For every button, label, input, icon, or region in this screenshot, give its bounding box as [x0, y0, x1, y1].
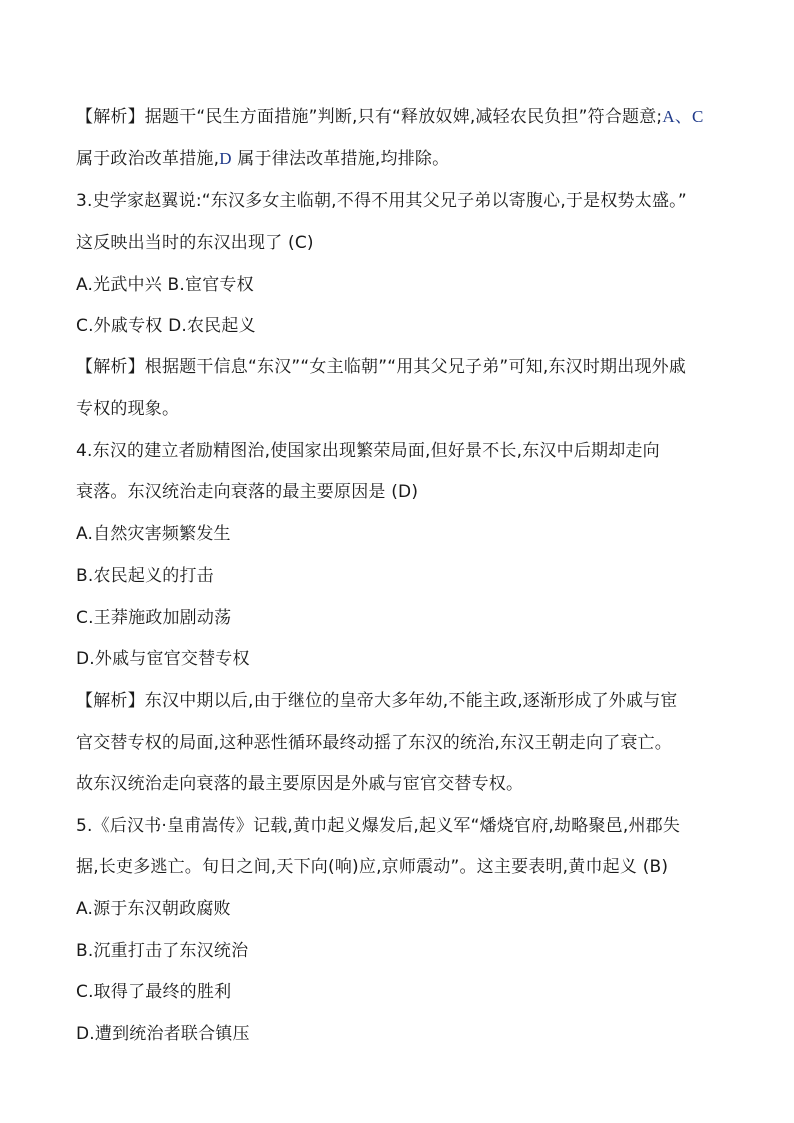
question-5-line-2: 据,长吏多逃亡。旬日之间,天下向(响)应,京师震动”。这主要表明,黄巾起义 (B)	[76, 857, 669, 877]
question-5-option-b: B.沉重打击了东汉统治	[76, 941, 249, 961]
question-4-option-c: C.王莽施政加剧动荡	[76, 608, 232, 628]
options-ac: A、C	[662, 107, 704, 126]
question-3-line-2: 这反映出当时的东汉出现了 (C)	[76, 233, 314, 253]
analysis-4-line-3: 故东汉统治走向衰落的最主要原因是外戚与宦官交替专权。	[76, 774, 524, 794]
question-4-line-1: 4.东汉的建立者励精图治,使国家出现繁荣局面,但好景不长,东汉中后期却走向	[76, 441, 660, 461]
question-3-options-cd: C.外戚专权 D.农民起义	[76, 316, 256, 336]
option-d: D	[219, 149, 232, 168]
question-3-line-1: 3.史学家赵翼说:“东汉多女主临朝,不得不用其父兄子弟以寄腹心,于是权势太盛。”	[76, 191, 687, 211]
question-5-option-d: D.遭到统治者联合镇压	[76, 1024, 250, 1044]
analysis-2-text-2: 属于政治改革措施,	[76, 149, 220, 169]
analysis-2-text-3: 属于律法改革措施,均排除。	[231, 149, 450, 169]
question-4-option-a: A.自然灾害频繁发生	[76, 524, 231, 544]
analysis-4-line-1: 【解析】东汉中期以后,由于继位的皇帝大多年幼,不能主政,逐渐形成了外戚与宦	[76, 691, 678, 711]
analysis-2-line-2	[76, 146, 449, 172]
question-5-option-a: A.源于东汉朝政腐败	[76, 899, 231, 919]
analysis-4-line-2: 官交替专权的局面,这种恶性循环最终动摇了东汉的统治,东汉王朝走向了衰亡。	[76, 733, 673, 753]
question-4-option-b: B.农民起义的打击	[76, 566, 214, 586]
question-3-options-ab: A.光武中兴 B.宦官专权	[76, 275, 254, 295]
question-4-line-2: 衰落。东汉统治走向衰落的最主要原因是 (D)	[76, 482, 419, 502]
analysis-3-line-1: 【解析】根据题干信息“东汉”“女主临朝”“用其父兄子弟”可知,东汉时期出现外戚	[76, 357, 687, 377]
analysis-2-text: 【解析】据题干“民生方面措施”判断,只有“释放奴婢,减轻农民负担”符合题意;	[76, 107, 663, 127]
question-5-option-c: C.取得了最终的胜利	[76, 982, 232, 1002]
analysis-2-line-1	[76, 104, 704, 130]
question-5-line-1: 5.《后汉书·皇甫嵩传》记载,黄巾起义爆发后,起义军“燔烧官府,劫略聚邑,州郡失	[76, 816, 681, 836]
question-4-option-d: D.外戚与宦官交替专权	[76, 649, 250, 669]
analysis-3-line-2: 专权的现象。	[76, 399, 180, 419]
